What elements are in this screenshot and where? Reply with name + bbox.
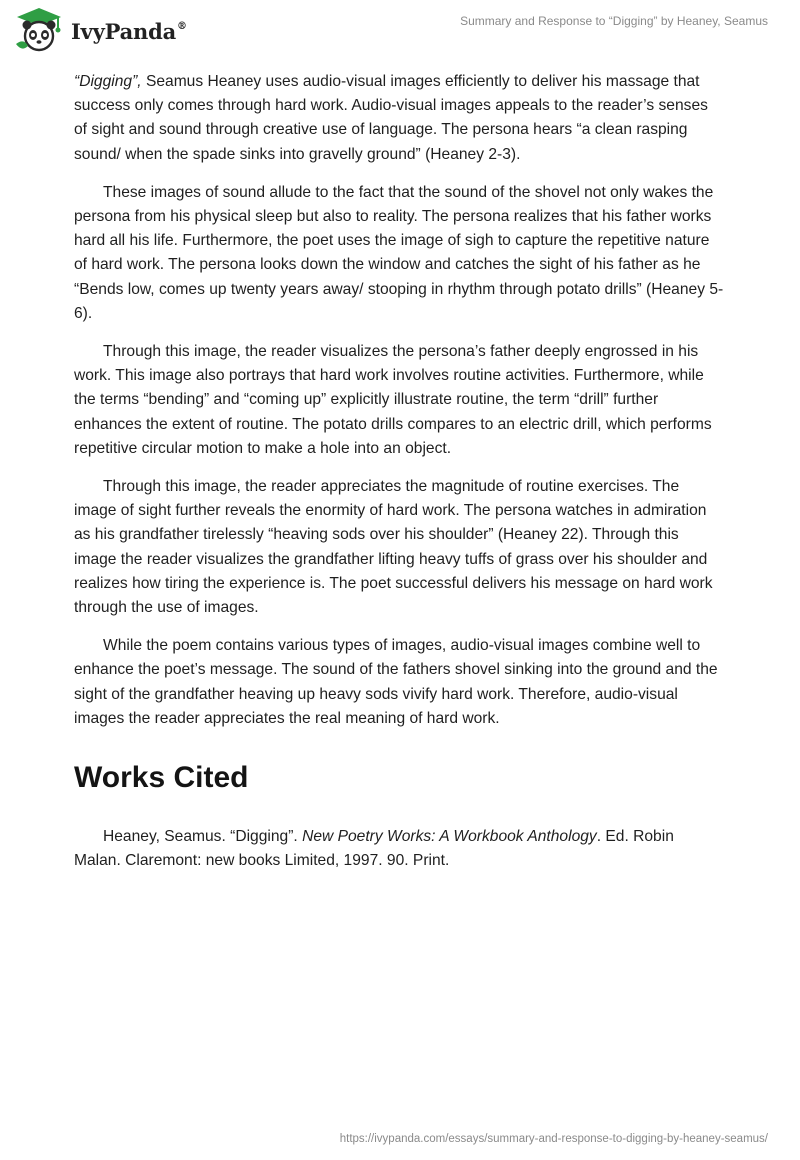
citation-book-title: New Poetry Works: A Workbook Anthology	[302, 828, 597, 846]
works-cited-heading: Works Cited	[74, 761, 249, 795]
poem-title: “Digging”,	[74, 73, 142, 90]
panda-graduate-icon	[14, 6, 64, 52]
document-title: Summary and Response to “Digging” by Heaney, Seamus	[460, 14, 768, 28]
paragraph-4: Through this image, the reader appreciates the magnitude of routine exercises. The image of sight further reveals the enormity of hard work. The persona watches in admiration as his grandfather tirelessly “heaving sods over his shoulder” (Heaney 22). Through this image the reader visualizes the grandfather lifting heavy tuffs of grass over his shoulder and realizes how tiring the experience is. The poet successful delivers his message on hard work through the use of images.	[74, 478, 713, 617]
brand-name: IvyPanda®	[71, 18, 187, 44]
citation-entry: Heaney, Seamus. “Digging”. New Poetry Works: A Workbook Anthology. Ed. Robin Malan. Claremont: new books Limited, 1997. 90. Print.	[74, 828, 674, 870]
logo[interactable]	[14, 6, 187, 52]
paragraph-3: Through this image, the reader visualizes the persona’s father deeply engrossed in his work. This image also portrays that hard work involves routine activities. Furthermore, while the terms “bending” and “coming up” explicitly illustrate routine, the term “drill” further enhances the extent of routine. The potato drills compares to an electric drill, which performs repetitive circular motion to make a hole into an object.	[74, 343, 712, 457]
page-header	[0, 0, 800, 60]
paragraph-2: These images of sound allude to the fact that the sound of the shovel not only wakes the persona from his physical sleep but also to reality. The persona realizes that his father works hard all his life. Furthermore, the poet uses the image of sigh to capture the repetitive nature of hard work. The persona looks down the window and catches the sight of his father as he “Bends low, comes up twenty years away/ stooping in rhythm through potato drills” (Heaney 5-6).	[74, 183, 724, 322]
essay-body	[74, 70, 724, 873]
paragraph-5: While the poem contains various types of images, audio-visual images combine well to enhance the poet’s message. The sound of the fathers shovel sinking into the ground and the sight of the grandfather heaving up heavy sods vivify hard work. Therefore, audio-visual images the reader appreciates the real meaning of hard work.	[74, 637, 718, 727]
paragraph-1: “Digging”, Seamus Heaney uses audio-visual images efficiently to deliver his massage that success only comes through hard work. Audio-visual images appeals to the reader’s senses of sight and sound through creative use of language. The persona hears “a clean rasping sound/ when the spade sinks into gravelly ground” (Heaney 2-3).	[74, 73, 708, 163]
source-url[interactable]: https://ivypanda.com/essays/summary-and-response-to-digging-by-heaney-seamus/	[339, 1133, 768, 1145]
